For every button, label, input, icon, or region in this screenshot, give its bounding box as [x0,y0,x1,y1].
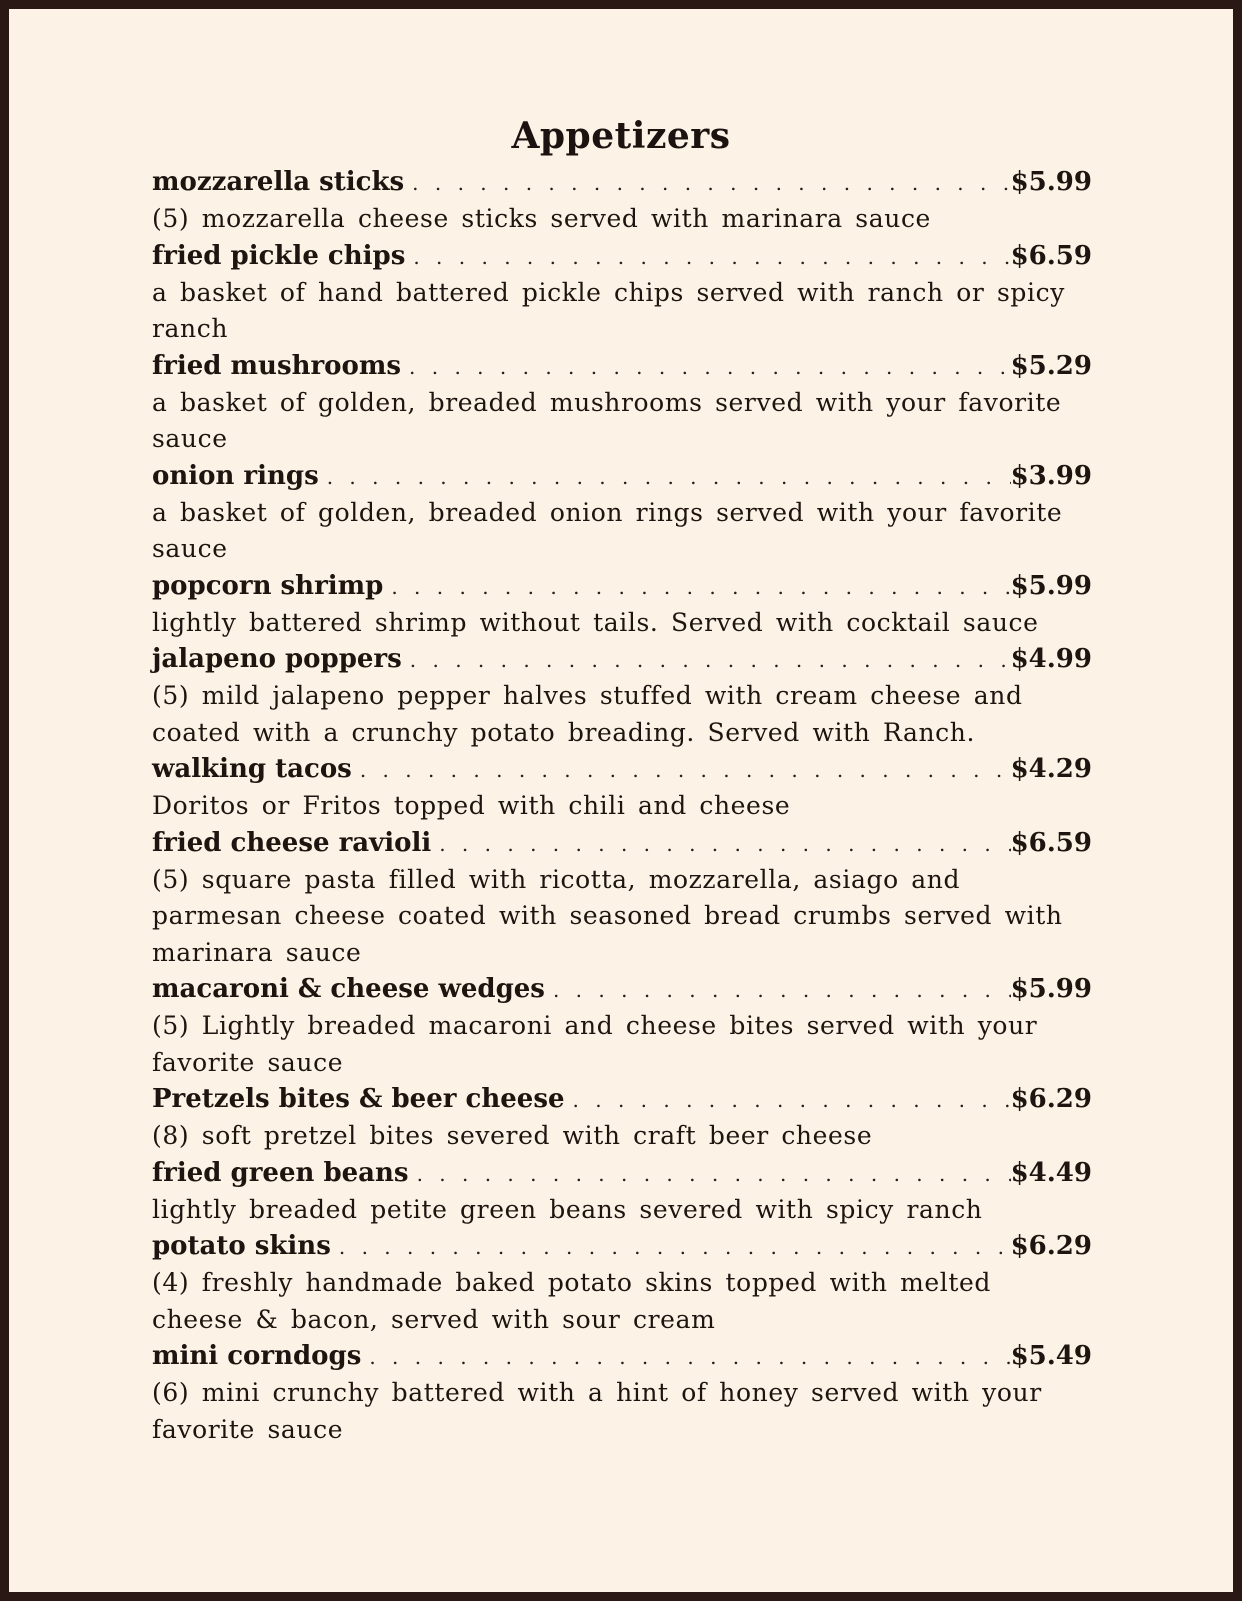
item-name: onion rings [152,460,319,491]
menu-item [152,1338,1092,1448]
item-name: Pretzels bites & beer cheese [152,1084,565,1114]
item-name: fried pickle chips [152,240,406,271]
item-description: a basket of golden, breaded onion rings served with your favorite sauce [152,497,1063,563]
dot-leader [431,826,1010,863]
dot-leader [565,1082,1011,1119]
menu-page [9,9,1233,1592]
item-price: $6.29 [1010,1231,1092,1261]
item-description: (5) Lightly breaded macaroni and cheese bites served with your favorite sauce [152,1011,1038,1077]
menu-item [152,641,1092,751]
item-description: (6) mini crunchy battered with a hint of honey served with your favorite sauce [152,1378,1042,1444]
page-title: Appetizers [511,115,731,157]
item-description: a basket of golden, breaded mushrooms served with your favorite sauce [152,387,1062,453]
dot-leader [401,349,1011,386]
item-description: (5) mozzarella cheese sticks served with marinara sauce [152,204,931,233]
menu-item [152,751,1092,825]
item-description: a basket of hand battered pickle chips served with ranch or spicy ranch [152,277,1065,343]
item-name: jalapeno poppers [152,644,402,674]
item-name: mozzarella sticks [152,167,405,197]
item-price: $6.29 [1010,1084,1092,1114]
item-price: $5.99 [1010,167,1092,197]
item-price: $6.59 [1010,240,1092,271]
item-name: fried green beans [152,1157,409,1188]
item-price: $5.99 [1010,974,1092,1004]
dot-leader [383,569,1010,606]
item-description: lightly breaded petite green beans severed with spicy ranch [152,1194,983,1224]
item-description: (8) soft pretzel bites severed with craft beer cheese [152,1121,873,1150]
dot-leader [409,1156,1011,1193]
item-name: fried mushrooms [152,350,402,381]
dot-leader [361,1339,1010,1376]
item-name: walking tacos [152,754,352,784]
item-description: (5) mild jalapeno pepper halves stuffed with cream cheese and coated with a crunchy potato breading. Served with Ranch. [152,681,1023,747]
item-price: $6.59 [1010,827,1092,858]
item-name: potato skins [152,1231,331,1261]
menu-item [152,825,1092,972]
item-name: fried cheese ravioli [152,827,432,858]
menu-list [152,164,1092,1448]
item-price: $3.99 [1010,460,1092,491]
menu-item [152,971,1092,1081]
menu-item [152,238,1092,348]
dot-leader [404,165,1010,202]
item-price: $4.49 [1010,1157,1092,1188]
menu-item [152,1081,1092,1155]
item-price: $4.29 [1010,754,1092,784]
item-price: $4.99 [1010,644,1092,674]
dot-leader [402,642,1011,679]
menu-item [152,348,1092,458]
item-name: mini corndogs [152,1341,362,1371]
item-description: (5) square pasta filled with ricotta, mozzarella, asiago and parmesan cheese coated with seasoned bread crumbs served with marinara sauce [152,864,1063,967]
dot-leader [319,459,1011,496]
item-description: Doritos or Fritos topped with chili and cheese [152,791,791,820]
item-price: $5.99 [1010,570,1092,601]
item-description: lightly battered shrimp without tails. Served with cocktail sauce [152,607,1039,637]
item-name: macaroni & cheese wedges [152,974,545,1004]
item-name: popcorn shrimp [152,570,384,601]
menu-item [152,458,1092,568]
dot-leader [545,972,1011,1009]
dot-leader [405,239,1010,276]
item-description: (4) freshly handmade baked potato skins topped with melted cheese & bacon, served with sour cream [152,1268,992,1334]
menu-item [152,1155,1092,1229]
menu-item [152,164,1092,238]
item-price: $5.29 [1010,350,1092,381]
menu-item [152,1228,1092,1338]
menu-item [152,568,1092,642]
dot-leader [331,1229,1011,1266]
dot-leader [352,752,1011,789]
item-price: $5.49 [1010,1341,1092,1371]
